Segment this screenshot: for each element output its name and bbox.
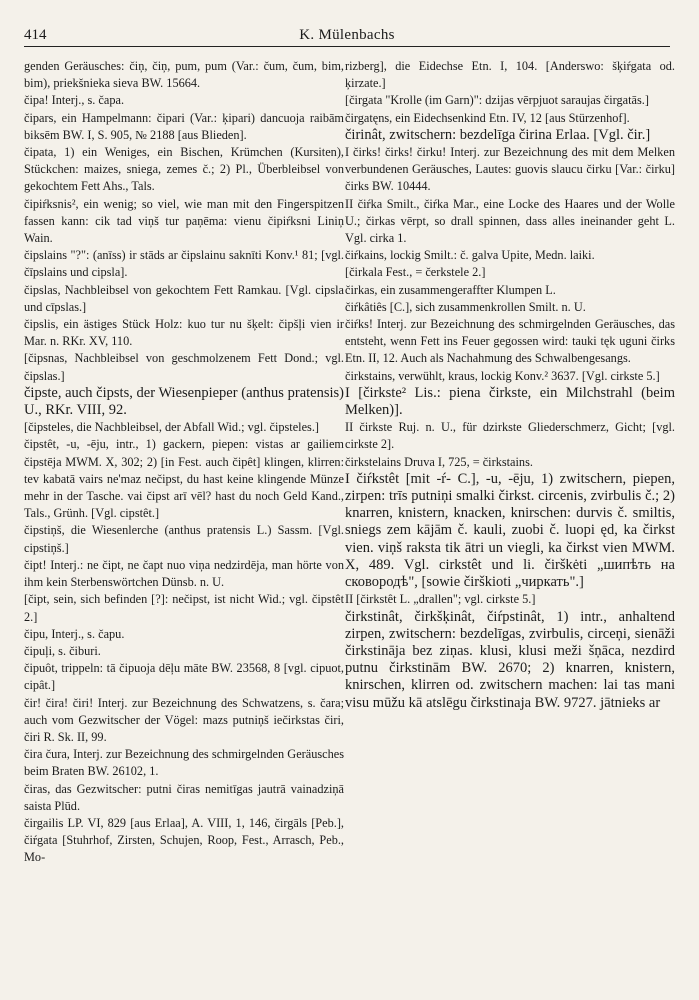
entry: [čipsteles, die Nachbleibsel, der Abfall Wid.; vgl. čipsteles.] (24, 420, 320, 435)
entry: čipslains "?": (anīss) ir stāds ar čipslainu saknīti Konv.¹ 81; [vgl. čīpslains und cipsla]. (24, 248, 344, 280)
entry: čipslas, Nachbleibsel von gekochtem Fett Ramkau. [Vgl. cipsla und cīpslas.] (24, 282, 344, 314)
entry: čirkstains, verwühlt, kraus, lockig Konv.² 3637. [Vgl. cirkste 5.] (345, 368, 660, 383)
entry: genden Geräusches: čiņ, čiņ, pum, pum (Var.: čum, čum, bim, bim), priekšnieka sieva BW. 15664. (24, 59, 344, 91)
entry: čiŕkâtiês [C.], sich zusammenkrollen Smilt. n. U. (345, 299, 586, 314)
entry: [čirkala Fest., = čerkstele 2.] (345, 265, 486, 280)
entry: čipars, ein Hampelmann: čipari (Var.: ķipari) dancuoja raibām biksēm BW. I, S. 905, № 2188 [aus Blieden]. (24, 110, 344, 142)
entry: II [čirkstêt L. „drallen"; vgl. cirkste 5.] (345, 592, 536, 607)
entry: čipa! Interj., s. čapa. (24, 93, 125, 108)
entry: čipt! Interj.: ne čipt, ne čapt nuo viņa nedzirdēja, man hörte von ihm kein Sterbenswörtchen Dünsb. n. U. (24, 557, 344, 590)
running-title: K. Mülenbachs (299, 26, 395, 43)
entry: čiras, das Gezwitscher: putni čiras nemitīgas jautrā vainadziņā saista Plūd. (24, 781, 344, 813)
entry: I čiŕkstêt [mit -ŕ- C.], -u, -ēju, 1) zwitschern, piepen, zirpen: trīs putniņi smalki čirkst. circenis, zvirbulis č.; 2) knarren, knistern, knacken, knirschen: durvis č. smiltis, sniegs zem kājām č. kauli, zuobi č. luopi ęd, ka čirkst vien. viņš raksta tik ātri un viegli, ka čirkst vien MWM. X, 489. Vgl. cirkstêt und li. čirškėti „шипѣть на сковородѣ", [sowie čirškioti „чиркать".] (345, 470, 675, 591)
entry: čiŕks! Interj. zur Bezeichnung des schmirgelnden Geräusches, das entsteht, wenn Fett ins Feuer gegossen wird: tauki tęk uguni čirks Etn. II, 12. Auch als Nachahmung des Schwalbengesangs. (345, 317, 675, 366)
entry: čipuôt, trippeln: tā čipuoja dēļu māte BW. 23568, 8 [vgl. cipuot, cipât.] (24, 661, 344, 693)
entry: rizberg], die Eidechse Etn. I, 104. [Anderswo: šķiŕgata od. ķirzate.] (345, 59, 675, 91)
entry: čipslis, ein ästiges Stück Holz: kuo tur nu šķelt: čipšļi vien ir Mar. n. RKr. XV, 110. (24, 317, 344, 349)
entry: II čiŕka Smilt., čiŕka Mar., eine Locke des Haares und der Wolle U.; čirkas vērpt, so drall spinnen, dass alles ineinander geht L. Vgl. cirka 1. (345, 196, 675, 246)
page-header (24, 24, 670, 47)
entry: čipata, 1) ein Weniges, ein Bischen, Krümchen (Kursiten), Stückchen: maizes, sniega, zemes č.; 2) Pl., Überbleibsel von gekochtem Fett Ahs., Tals. (24, 145, 344, 194)
left-column (24, 58, 344, 993)
entry: čirkstelains Druva I, 725, = čirkstains. (345, 454, 533, 469)
entry: čipu, Interj., s. čapu. (24, 626, 125, 641)
right-column (345, 58, 675, 993)
entry: čirkas, ein zusammengeraffter Klumpen L. (345, 282, 556, 297)
entry: [čirgata "Krolle (im Garn)": dzijas vērpjuot saraujas čirgatās.] (345, 93, 649, 108)
entry: čirkstinât, čirkšķinât, čiŕpstinât, 1) intr., anhaltend zirpen, zwitschern: bezdelīgas, zvirbulis, circeņi, sienāži čirkstināja bez ziņas. klusi, klusi meži šņāca, nezdird putnu čirkstinām BW. 2670; 2) knarren, knistern, knirschen, klirren od. zwitschern machen: lai tas mani visu mūžu kā atslēgu čirkstinaja BW. 9727. jātnieks ar (345, 608, 675, 711)
entry: čira čura, Interj. zur Bezeichnung des schmirgelnden Geräusches beim Braten BW. 26102, 1. (24, 747, 344, 779)
entry: [čipt, sein, sich befinden [?]: nečipst, ist nicht Wid.; vgl. čipstêt 2.] (24, 592, 344, 624)
entry: čipste, auch čipsts, der Wiesenpieper (anthus pratensis) U., RKr. VIII, 92. (24, 384, 344, 419)
entry: I [čirkste² Lis.: piena čirkste, ein Milchstrahl (beim Melken)]. (345, 384, 675, 419)
entry: čipuļi, s. čiburi. (24, 643, 101, 658)
entry: čiŕkains, lockig Smilt.: č. galva Upite, Medn. laiki. (345, 248, 595, 263)
entry: čipstiņš, die Wiesenlerche (anthus pratensis L.) Sassm. [Vgl. cipstiņš.] (24, 523, 344, 555)
page-number: 414 (24, 26, 47, 43)
entry: čirinât, zwitschern: bezdelīga čirina Erlaa. [Vgl. čir.] (345, 126, 651, 143)
entry: čipstêt, -u, -ēju, intr., 1) gackern, piepen: vistas ar gailiem čipstēja MWM. X, 302; 2) [in Fest. auch čipêt] klingen, klirren: tev kabatā vairs ne'maz nečipst, du hast keine klingende Münze mehr in der Tasche. vai čipst arī vēl? hast du noch Geld Kand., Tals., Grünh. [Vgl. cipstêt.] (24, 437, 344, 521)
entry: I čirks! čirks! čirku! Interj. zur Bezeichnung des mit dem Melken verbundenen Geräusches, Lautes: guovis slaucu čirku [Var.: čirku] čirks BW. 10444. (345, 145, 675, 194)
entry: čirgatęns, ein Eidechsenkind Etn. IV, 12 [aus Stürzenhof]. (345, 110, 630, 125)
entry: čir! čira! čiri! Interj. zur Bezeichnung des Schwatzens, s. čara; auch vom Gezwitscher der Vögel: mazs putniņš iečirkstas čiri, čiri R. Sk. II, 99. (24, 695, 344, 744)
entry: čipiŕksnis², ein wenig; so viel, wie man mit den Fingerspitzen fassen kann: cik tad viņš tur paņēma: vienu čipiŕksni Liniņ Wain. (24, 196, 344, 246)
entry: II čirkste Ruj. n. U., für dzirkste Gliederschmerz, Gicht; [vgl. cirkste 2]. (345, 420, 675, 452)
entry: čirgailis LP. VI, 829 [aus Erlaa], A. VIII, 1, 146, čirgāls [Peb.], čiŕgata [Stuhrhof, Zirsten, Schujen, Roop, Fest., Arrasch, Peb., Mo- (24, 815, 344, 865)
entry: [čipsnas, Nachbleibsel von geschmolzenem Fett Dond.; vgl. čipslas.] (24, 351, 344, 383)
